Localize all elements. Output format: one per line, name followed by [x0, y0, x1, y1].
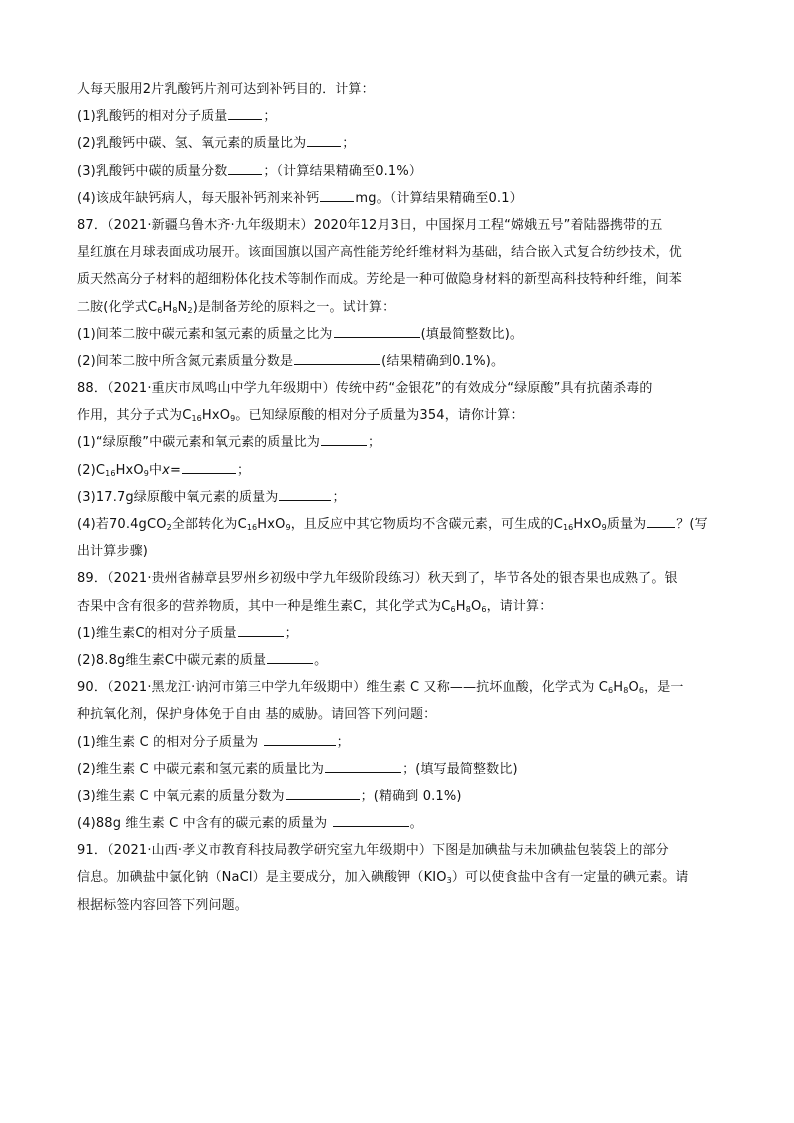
formula-part: H	[162, 299, 173, 315]
problem-source: （2021·贵州省赫章县罗州乡初级中学九年级阶段练习）	[107, 571, 428, 587]
part-text: =	[169, 462, 182, 478]
text-line	[77, 402, 717, 429]
answer-blank[interactable]	[228, 160, 262, 175]
punctuation: ；	[368, 435, 382, 451]
answer-blank[interactable]	[321, 431, 367, 446]
part-text: 出计算步骤)	[77, 544, 148, 560]
variable: x	[162, 462, 170, 478]
problem-source: （2021·新疆乌鲁木齐·九年级期末）	[107, 217, 314, 233]
text-line	[77, 538, 717, 565]
punctuation: ；	[284, 625, 298, 641]
answer-blank[interactable]	[307, 132, 341, 147]
question-part	[77, 511, 717, 538]
problem-number: 89．	[77, 571, 107, 587]
part-note: (填最简整数比)。	[420, 326, 524, 342]
answer-blank[interactable]	[320, 187, 354, 202]
subscript: 16	[246, 523, 258, 532]
answer-blank[interactable]	[182, 459, 236, 474]
part-text: (4)该成年缺钙病人，每天服补钙剂来补钙	[77, 190, 320, 206]
problem-text: 星红旗在月球表面成功展开。该面国旗以国产高性能芳纶纤维材料为基础，结合嵌入式复合纺纱技术，优	[77, 245, 682, 261]
formula-part: HxO	[115, 462, 144, 478]
answer-blank[interactable]	[279, 486, 331, 501]
punctuation: ；	[342, 136, 356, 152]
problem-text: 信息。加碘盐中氯化钠（NaCl）是主要成分，加入碘酸钾（KIO	[77, 870, 447, 886]
question-part	[77, 810, 717, 837]
subscript: 16	[191, 414, 202, 424]
subscript: 6	[481, 604, 487, 614]
problem-text: 二胺(化学式C	[77, 299, 158, 315]
answer-blank[interactable]	[286, 785, 360, 800]
subscript: 16	[562, 523, 574, 532]
punctuation: ；	[263, 163, 277, 179]
subscript: 6	[157, 305, 163, 315]
formula-part: N	[177, 299, 188, 315]
formula-part: HxO	[573, 517, 602, 532]
answer-blank[interactable]	[325, 758, 401, 773]
part-text: 中	[148, 462, 163, 478]
part-text: 质量为	[606, 517, 647, 532]
problem-text: 秋天到了，毕节各处的银杏果也成熟了。银	[427, 571, 678, 587]
problem-text: 2020年12月3日，中国探月工程“嫦娥五号”着陆器携带的五	[313, 217, 663, 233]
problem-source: （2021·山西·孝义市教育科技局教学研究室九年级期中）	[107, 843, 433, 859]
problem-heading	[77, 375, 717, 402]
problem-number: 87．	[77, 217, 107, 233]
question-part	[77, 783, 717, 810]
part-text: 全部转化为C	[171, 517, 247, 532]
problem-text: 杏果中含有很多的营养物质，其中一种是维生素C，其化学式为C	[77, 598, 451, 614]
part-text: (1)维生素C的相对分子质量	[77, 625, 237, 641]
answer-blank[interactable]	[333, 812, 409, 827]
subscript: 2	[166, 523, 172, 532]
subscript: 3	[446, 876, 452, 886]
formula-part: O	[470, 598, 482, 614]
formula-part: H	[613, 680, 624, 696]
text-line	[77, 294, 717, 321]
problem-text: 维生素 C 又称——抗坏血酸，化学式为 C	[366, 680, 609, 696]
formula-part: O	[628, 680, 639, 696]
part-note: ；(精确到 0.1%)	[360, 788, 462, 804]
punctuation: ；	[263, 109, 277, 125]
formula-part: HxO	[201, 408, 231, 424]
punctuation: ；	[336, 734, 350, 750]
text-line	[77, 892, 717, 919]
subscript: 8	[465, 604, 471, 614]
question-part	[77, 185, 717, 212]
problem-text: 质天然高分子材料的超细粉体化技术等制作而成。芳纶是一种可做隐身材料的新型高科技特种纤维，间苯	[77, 272, 682, 288]
part-text: (3)17.7g绿原酸中氧元素的质量为	[77, 489, 279, 505]
question-part	[77, 130, 717, 157]
document-page	[77, 76, 717, 919]
subscript: 16	[105, 468, 116, 478]
problem-text: 种抗氧化剂，保护身体免于自由 基的威胁。请回答下列问题：	[77, 707, 437, 723]
problem-text: 根据标签内容回答下列问题。	[77, 897, 248, 913]
formula-part: H	[455, 598, 466, 614]
subscript: 9	[143, 468, 149, 478]
answer-blank[interactable]	[334, 323, 420, 338]
part-text: (2)维生素 C 中碳元素和氢元素的质量比为	[77, 761, 325, 777]
problem-text: ，是一	[644, 680, 684, 696]
text-line	[77, 266, 717, 293]
subscript: 2	[187, 305, 193, 315]
problem-source: （2021·重庆市凤鸣山中学九年级期中）	[107, 381, 336, 397]
part-text: (1)乳酸钙的相对分子质量	[77, 109, 228, 125]
problem-text: 作用，其分子式为C	[77, 408, 192, 424]
punctuation: 。	[314, 652, 328, 668]
problem-number: 88．	[77, 381, 107, 397]
part-note: mg。（计算结果精确至0.1）	[355, 190, 523, 206]
subscript: 6	[608, 686, 614, 696]
part-text: (4)若70.4gCO	[77, 517, 167, 532]
answer-blank[interactable]	[238, 622, 284, 637]
problem-heading	[77, 565, 717, 592]
subscript: 9	[285, 523, 291, 532]
problem-text: 人每天服用2片乳酸钙片剂可达到补钙目的．计算：	[77, 82, 375, 97]
text-line	[77, 239, 717, 266]
problem-text: )是制备芳纶的原料之一。试计算：	[192, 299, 396, 315]
part-text: (3)维生素 C 中氧元素的质量分数为	[77, 788, 285, 804]
problem-heading	[77, 674, 717, 701]
subscript: 9	[230, 414, 236, 424]
part-text: (4)88g 维生素 C 中含有的碳元素的质量为	[77, 816, 332, 832]
problem-heading	[77, 212, 717, 239]
problem-text: ）可以使食盐中含有一定量的碘元素。请	[451, 870, 689, 886]
question-part	[77, 429, 717, 456]
part-text: (2)乳酸钙中碳、氢、氧元素的质量比为	[77, 136, 307, 152]
subscript: 6	[450, 604, 456, 614]
subscript: 6	[638, 686, 645, 696]
problem-number: 90．	[77, 680, 107, 696]
problem-number: 91．	[77, 843, 107, 859]
part-text: (1)维生素 C 的相对分子质量为	[77, 734, 263, 750]
part-text: (2)间苯二胺中所含氮元素质量分数是	[77, 353, 294, 369]
problem-text: 传统中药“金银花”的有效成分“绿原酸”具有抗菌杀毒的	[335, 381, 653, 397]
part-text: (1)“绿原酸”中碳元素和氧元素的质量比为	[77, 435, 321, 451]
part-note: （计算结果精确至0.1%）	[276, 163, 423, 179]
part-text: (2)C	[77, 462, 106, 478]
question-part	[77, 103, 717, 130]
problem-source: （2021·黑龙江·讷河市第三中学九年级期中）	[107, 680, 367, 696]
text-line	[77, 701, 717, 728]
subscript: 9	[601, 523, 607, 532]
answer-blank[interactable]	[228, 105, 262, 120]
answer-blank[interactable]	[264, 731, 336, 746]
text-line	[77, 864, 717, 891]
part-text: (2)8.8g维生素C中碳元素的质量	[77, 652, 267, 668]
punctuation: ；	[332, 489, 346, 505]
problem-text: 。已知绿原酸的相对分子质量为354，请你计算：	[235, 408, 524, 424]
question-part	[77, 158, 717, 185]
question-part	[77, 756, 717, 783]
question-part	[77, 484, 717, 511]
question-part	[77, 729, 717, 756]
part-note: (结果精确到0.1%)。	[381, 353, 505, 369]
punctuation: 。	[409, 816, 423, 832]
answer-blank[interactable]	[647, 513, 675, 528]
problem-heading	[77, 837, 717, 864]
answer-blank[interactable]	[294, 350, 380, 365]
text-line	[77, 593, 717, 620]
question-part	[77, 321, 717, 348]
punctuation: ；	[237, 462, 251, 478]
part-text: (3)乳酸钙中碳的质量分数	[77, 163, 228, 179]
question-part	[77, 620, 717, 647]
part-text: ？(写	[676, 517, 708, 532]
subscript: 8	[172, 305, 178, 315]
text-line	[77, 76, 717, 103]
part-note: ；(填写最简整数比)	[402, 761, 518, 777]
question-part	[77, 348, 717, 375]
formula-part: HxO	[257, 517, 286, 532]
problem-text: 下图是加碘盐与未加碘盐包装袋上的部分	[432, 843, 669, 859]
question-part	[77, 647, 717, 674]
problem-text: ，请计算：	[486, 598, 553, 614]
question-part	[77, 457, 717, 484]
answer-blank[interactable]	[267, 649, 313, 664]
part-text: (1)间苯二胺中碳元素和氢元素的质量之比为	[77, 326, 333, 342]
subscript: 8	[623, 686, 629, 696]
part-text: ，且反应中其它物质均不含碳元素，可生成的C	[290, 517, 563, 532]
